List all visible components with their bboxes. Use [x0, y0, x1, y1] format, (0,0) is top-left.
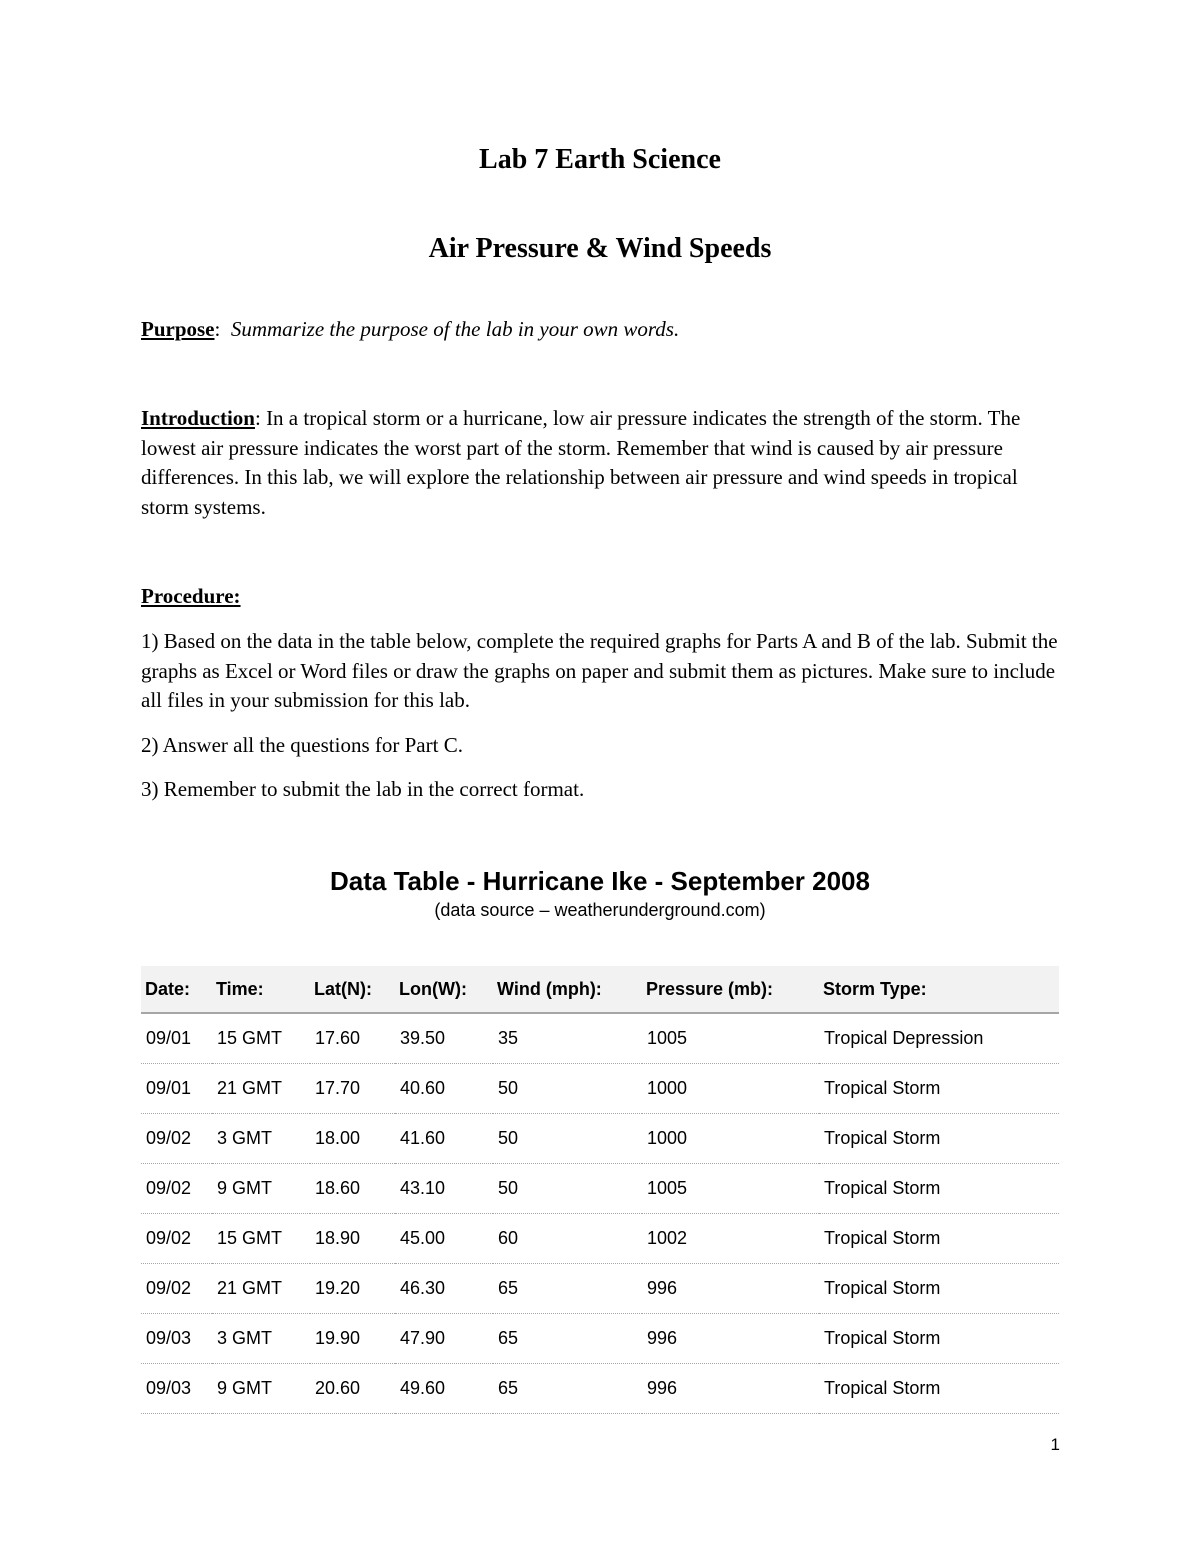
- cell-wind: 50: [493, 1064, 642, 1114]
- table-header-row: [141, 966, 1059, 1013]
- cell-wind: 65: [493, 1364, 642, 1414]
- cell-time: 9 GMT: [212, 1164, 310, 1214]
- header-wind: Wind (mph):: [493, 966, 642, 1013]
- procedure-heading: [141, 582, 1061, 612]
- header-storm-type: Storm Type:: [819, 966, 1059, 1013]
- cell-pressure: 996: [642, 1264, 819, 1314]
- table-row: [141, 1314, 1059, 1364]
- procedure-label: Procedure: [141, 584, 234, 608]
- cell-pressure: 1005: [642, 1164, 819, 1214]
- cell-lat: 18.60: [310, 1164, 395, 1214]
- cell-storm-type: Tropical Storm: [819, 1064, 1059, 1114]
- cell-lon: 43.10: [395, 1164, 493, 1214]
- cell-wind: 60: [493, 1214, 642, 1264]
- cell-lat: 19.20: [310, 1264, 395, 1314]
- cell-date: 09/01: [141, 1013, 212, 1064]
- cell-time: 21 GMT: [212, 1264, 310, 1314]
- cell-time: 9 GMT: [212, 1364, 310, 1414]
- table-row: [141, 1064, 1059, 1114]
- cell-storm-type: Tropical Storm: [819, 1314, 1059, 1364]
- procedure-step-3: 3) Remember to submit the lab in the correct format.: [141, 777, 585, 801]
- cell-storm-type: Tropical Storm: [819, 1364, 1059, 1414]
- cell-storm-type: Tropical Storm: [819, 1264, 1059, 1314]
- cell-date: 09/03: [141, 1314, 212, 1364]
- cell-lat: 19.90: [310, 1314, 395, 1364]
- header-lon: Lon(W):: [395, 966, 493, 1013]
- header-date: Date:: [141, 966, 212, 1013]
- data-table-source: (data source – weatherunderground.com): [434, 900, 766, 920]
- table-row: [141, 1264, 1059, 1314]
- cell-pressure: 1005: [642, 1013, 819, 1064]
- hurricane-data-table: [141, 966, 1059, 1414]
- cell-storm-type: Tropical Storm: [819, 1164, 1059, 1214]
- cell-lon: 39.50: [395, 1013, 493, 1064]
- document-subtitle: Air Pressure & Wind Speeds: [428, 233, 772, 264]
- introduction-text: : In a tropical storm or a hurricane, low air pressure indicates the strength of the storm. The lowest air pressure indicates the worst part of the storm. Remember that wind is caused by air pressure differences. In this lab, we will explore the relationship between air pressure and wind speeds in tropical storm systems.: [141, 406, 1021, 519]
- introduction-label: Introduction: [141, 406, 255, 430]
- table-row: [141, 1214, 1059, 1264]
- procedure-step-2: 2) Answer all the questions for Part C.: [141, 733, 463, 757]
- cell-wind: 65: [493, 1314, 642, 1364]
- cell-date: 09/02: [141, 1214, 212, 1264]
- cell-lon: 41.60: [395, 1114, 493, 1164]
- cell-lon: 45.00: [395, 1214, 493, 1264]
- cell-time: 15 GMT: [212, 1013, 310, 1064]
- purpose-text: Summarize the purpose of the lab in your own words.: [230, 317, 680, 341]
- cell-time: 3 GMT: [212, 1314, 310, 1364]
- cell-pressure: 996: [642, 1314, 819, 1364]
- header-time: Time:: [212, 966, 310, 1013]
- cell-storm-type: Tropical Storm: [819, 1214, 1059, 1264]
- cell-lat: 17.60: [310, 1013, 395, 1064]
- document-title: Lab 7 Earth Science: [479, 144, 721, 175]
- cell-lat: 20.60: [310, 1364, 395, 1414]
- header-lat: Lat(N):: [310, 966, 395, 1013]
- cell-date: 09/02: [141, 1164, 212, 1214]
- cell-wind: 65: [493, 1264, 642, 1314]
- cell-date: 09/01: [141, 1064, 212, 1114]
- cell-time: 15 GMT: [212, 1214, 310, 1264]
- header-pressure: Pressure (mb):: [642, 966, 819, 1013]
- page-number: 1: [1050, 1435, 1060, 1454]
- cell-wind: 50: [493, 1114, 642, 1164]
- procedure-separator: :: [233, 584, 241, 608]
- cell-pressure: 1000: [642, 1064, 819, 1114]
- cell-time: 3 GMT: [212, 1114, 310, 1164]
- cell-lat: 18.00: [310, 1114, 395, 1164]
- procedure-step-1: 1) Based on the data in the table below, complete the required graphs for Parts A and B of the lab. Submit the graphs as Excel or Word files or draw the graphs on paper and submit them as pictures. Make sure to include all files in your submission for this lab.: [141, 629, 1058, 712]
- cell-lon: 49.60: [395, 1364, 493, 1414]
- cell-pressure: 1002: [642, 1214, 819, 1264]
- cell-lat: 18.90: [310, 1214, 395, 1264]
- table-row: [141, 1013, 1059, 1064]
- cell-storm-type: Tropical Storm: [819, 1114, 1059, 1164]
- cell-date: 09/03: [141, 1364, 212, 1414]
- purpose-section: [141, 315, 1061, 345]
- cell-time: 21 GMT: [212, 1064, 310, 1114]
- cell-wind: 35: [493, 1013, 642, 1064]
- cell-pressure: 1000: [642, 1114, 819, 1164]
- introduction-section: [141, 404, 1061, 522]
- cell-lon: 47.90: [395, 1314, 493, 1364]
- cell-date: 09/02: [141, 1114, 212, 1164]
- cell-lon: 40.60: [395, 1064, 493, 1114]
- cell-date: 09/02: [141, 1264, 212, 1314]
- cell-pressure: 996: [642, 1364, 819, 1414]
- table-row: [141, 1114, 1059, 1164]
- table-row: [141, 1164, 1059, 1214]
- purpose-separator: :: [214, 317, 221, 341]
- cell-lon: 46.30: [395, 1264, 493, 1314]
- purpose-label: Purpose: [141, 317, 215, 341]
- cell-storm-type: Tropical Depression: [819, 1013, 1059, 1064]
- table-row: [141, 1364, 1059, 1414]
- cell-lat: 17.70: [310, 1064, 395, 1114]
- data-table-title: Data Table - Hurricane Ike - September 2008: [330, 866, 870, 896]
- cell-wind: 50: [493, 1164, 642, 1214]
